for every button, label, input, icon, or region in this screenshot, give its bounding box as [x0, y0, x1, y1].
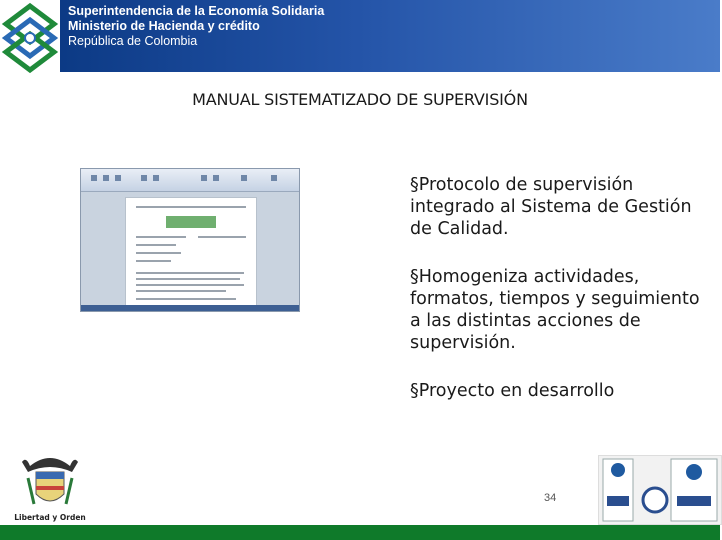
slide-header [0, 0, 720, 76]
ministry-name: Ministerio de Hacienda y crédito [68, 19, 260, 33]
bullet-item: §Proyecto en desarrollo [410, 381, 615, 401]
country-name: República de Colombia [68, 34, 198, 48]
crest-caption: Libertad y Orden [14, 513, 86, 522]
bullet-item: §Protocolo de supervisión integrado al Sistema de Gestión de Calidad. [410, 175, 692, 239]
colombia-crest [14, 448, 86, 524]
bottom-bar [0, 525, 720, 540]
manual-screenshot [80, 168, 300, 312]
status-bar [81, 305, 299, 311]
certification-logos [598, 455, 722, 525]
document-page [125, 197, 257, 307]
page-number: 34 [544, 492, 557, 504]
slide-title: MANUAL SISTEMATIZADO DE SUPERVISIÓN [192, 90, 528, 109]
supersolidaria-logo [0, 0, 60, 76]
bullet-item: §Homogeniza actividades, formatos, tiempos y seguimiento a las distintas acciones de supervisión. [410, 267, 700, 353]
org-name: Superintendencia de la Economía Solidaria [68, 4, 325, 18]
header-text [68, 4, 324, 49]
word-ribbon [81, 169, 299, 192]
bullet-list [410, 174, 700, 428]
